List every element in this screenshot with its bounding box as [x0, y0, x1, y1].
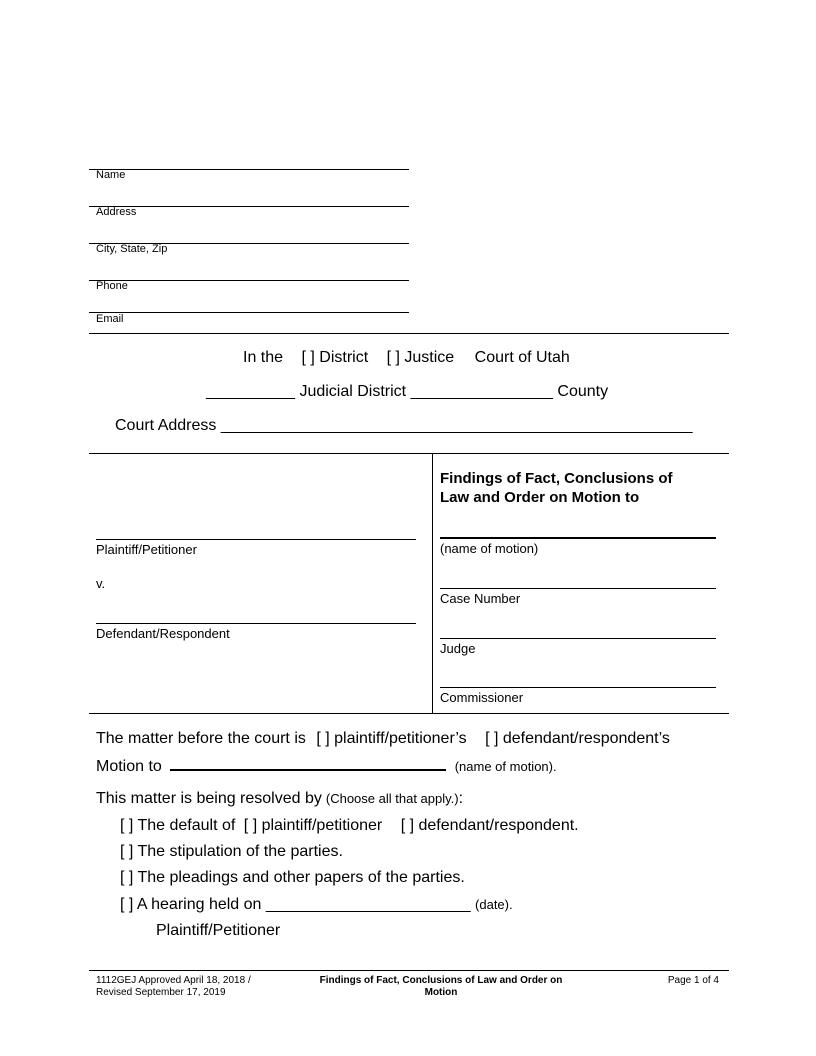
footer-form-info	[96, 975, 251, 999]
hearing-row	[120, 896, 513, 914]
matter-row	[96, 730, 670, 748]
hearing-date-blank[interactable]: _______________________	[265, 896, 471, 913]
document-title	[440, 469, 673, 507]
defendant-line[interactable]	[96, 623, 416, 624]
judicial-district-blank[interactable]: __________	[206, 383, 295, 400]
document-title-line1: Findings of Fact, Conclusions of	[440, 470, 673, 487]
default-defendant-checkbox[interactable]: [ ] defendant/respondent.	[400, 817, 579, 834]
plaintiff-sub-heading: Plaintiff/Petitioner	[156, 922, 281, 939]
document-title-line2: Law and Order on Motion to	[440, 489, 640, 506]
court-header-divider	[89, 333, 729, 334]
matter-text: The matter before the court is	[96, 730, 306, 747]
default-plaintiff-checkbox[interactable]: [ ] plaintiff/petitioner	[243, 817, 383, 834]
judge-line[interactable]	[440, 638, 716, 639]
hearing-date-label: (date).	[475, 897, 513, 912]
filer-address-label: Address	[96, 206, 137, 218]
caption-bottom-border	[89, 713, 729, 714]
filer-email-label: Email	[96, 313, 124, 325]
district-checkbox[interactable]: [ ] District	[301, 349, 369, 366]
default-checkbox[interactable]: [ ] The default of	[120, 817, 236, 834]
footer-title-line2: Motion	[424, 987, 458, 998]
versus-text: v.	[96, 576, 106, 591]
commissioner-label: Commissioner	[440, 690, 524, 705]
plaintiff-label: Plaintiff/Petitioner	[96, 542, 197, 557]
resolved-text: This matter is being resolved by	[96, 790, 322, 807]
filer-phone-line[interactable]	[89, 280, 409, 281]
filer-city-label: City, State, Zip	[96, 243, 168, 255]
motion-name-line[interactable]	[440, 537, 716, 539]
footer-title-line1: Findings of Fact, Conclusions of Law and Order on	[319, 975, 563, 986]
choose-all-text: (Choose all that apply.)	[325, 791, 459, 806]
footer-page-number: Page 1 of 4	[667, 975, 719, 986]
resolved-row	[96, 790, 463, 808]
case-number-line[interactable]	[440, 588, 716, 589]
county-text: County	[557, 383, 609, 400]
footer-title	[290, 975, 592, 999]
defendant-label: Defendant/Respondent	[96, 626, 230, 641]
court-type-row	[243, 349, 570, 367]
commissioner-line[interactable]	[440, 687, 716, 688]
filer-name-line[interactable]	[89, 169, 409, 170]
motion-name-label: (name of motion)	[440, 541, 539, 556]
case-number-label: Case Number	[440, 591, 521, 606]
stipulation-checkbox[interactable]: [ ] The stipulation of the parties.	[120, 843, 343, 860]
filer-email-line[interactable]	[89, 312, 409, 313]
hearing-checkbox[interactable]: [ ] A hearing held on	[120, 896, 262, 913]
filer-address-line[interactable]	[89, 206, 409, 207]
caption-divider	[432, 453, 433, 714]
motion-to-name-label: (name of motion).	[454, 759, 557, 774]
plaintiff-line[interactable]	[96, 539, 416, 540]
district-county-row	[206, 383, 608, 401]
footer-divider	[89, 970, 729, 971]
judge-label: Judge	[440, 641, 476, 656]
pleadings-checkbox[interactable]: [ ] The pleadings and other papers of the parties.	[120, 869, 465, 886]
footer-form-line1: 1112GEJ Approved April 18, 2018 /	[96, 975, 251, 986]
resolved-colon: :	[458, 790, 464, 807]
filer-name-label: Name	[96, 169, 126, 181]
matter-plaintiff-checkbox[interactable]: [ ] plaintiff/petitioner’s	[316, 730, 467, 747]
filer-phone-label: Phone	[96, 280, 128, 292]
footer-form-line2: Revised September 17, 2019	[96, 987, 226, 998]
court-address-row	[115, 417, 692, 435]
default-row	[120, 817, 579, 835]
court-address-label: Court Address	[115, 417, 217, 434]
court-address-blank[interactable]: _____________________________________________________	[220, 417, 693, 434]
motion-to-text: Motion to	[96, 758, 162, 775]
caption-top-border	[89, 453, 729, 454]
in-the-text: In the	[243, 349, 284, 366]
county-blank[interactable]: ________________	[410, 383, 553, 400]
justice-checkbox[interactable]: [ ] Justice	[386, 349, 455, 366]
court-of-utah-text: Court of Utah	[474, 349, 570, 366]
motion-to-blank[interactable]	[170, 756, 446, 771]
matter-defendant-checkbox[interactable]: [ ] defendant/respondent’s	[485, 730, 670, 747]
motion-to-row	[96, 756, 557, 776]
judicial-district-text: Judicial District	[299, 383, 407, 400]
